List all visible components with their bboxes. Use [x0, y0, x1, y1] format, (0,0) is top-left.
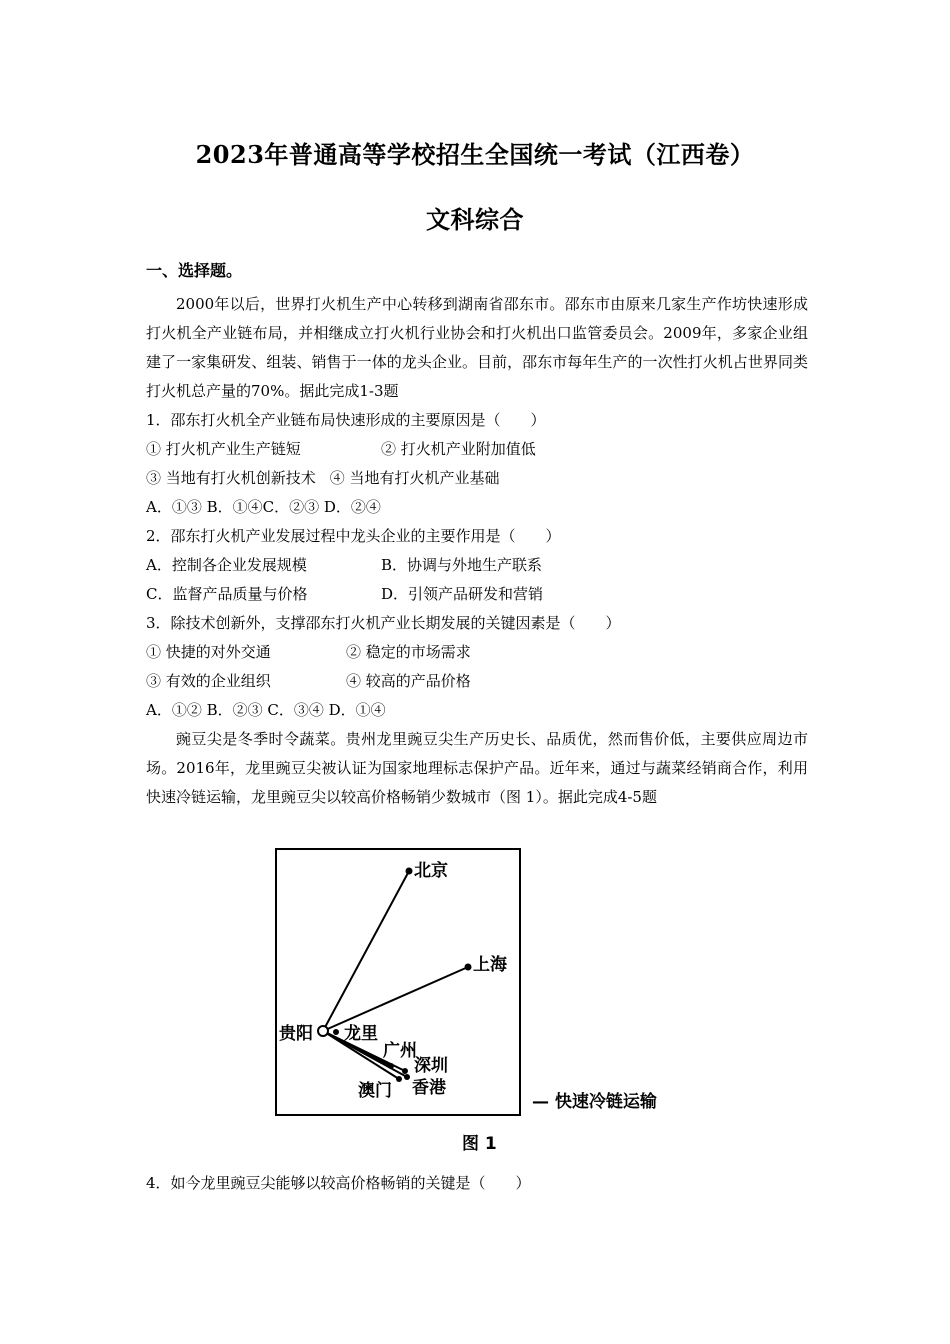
- city-marker-guiyang: [318, 1026, 328, 1036]
- city-dot-macau: [396, 1076, 402, 1082]
- city-dot-beijing: [406, 868, 413, 875]
- q2-option-c: C．监督产品质量与价格: [146, 585, 308, 603]
- q2-option-b: B．协调与外地生产联系: [381, 556, 543, 574]
- route-beijing: [323, 871, 409, 1031]
- passage-1: 2000年以后，世界打火机生产中心转移到湖南省邵东市。邵东市由原来几家生产作坊快速形成打火机全产业链布局，并相继成立打火机行业协会和打火机出口监管委员会。2009年，多家企业组建了一家集研发、组装、销售于一体的龙头企业。目前，邵东市每年生产的一次性打火机占世界同类打火机总产量的70%。据此完成1-3题: [146, 295, 808, 400]
- q2-option-a: A．控制各企业发展规模: [146, 556, 307, 574]
- figure-1-map: [270, 845, 690, 1157]
- q1-item-3: ③ 当地有打火机创新技术: [146, 469, 316, 487]
- question-3-items-row2: [146, 667, 808, 696]
- question-1-items-row2: [146, 464, 808, 493]
- label-hongkong: 香港: [412, 1078, 446, 1098]
- city-dot-guangzhou: [388, 1063, 394, 1069]
- city-dot-shenzhen: [402, 1068, 408, 1074]
- q3-item-3: ③ 有效的企业组织: [146, 672, 271, 690]
- exam-subtitle: 文科综合: [426, 205, 524, 234]
- question-2-options-row1: [146, 551, 808, 580]
- question-content: [146, 290, 808, 812]
- q1-item-2: ② 打火机产业附加值低: [381, 440, 536, 458]
- q3-item-4: ④ 较高的产品价格: [346, 672, 471, 690]
- route-shanghai: [323, 967, 468, 1031]
- question-3-stem: 3．除技术创新外，支撑邵东打火机产业长期发展的关键因素是（ ）: [146, 614, 621, 632]
- city-dot-longli: [333, 1029, 339, 1035]
- question-4-stem: 4．如今龙里豌豆尖能够以较高价格畅销的关键是（ ）: [146, 1174, 531, 1192]
- question-1-choices: A．①③ B．①④C．②③ D．②④: [146, 498, 381, 516]
- q1-item-4: ④ 当地有打火机产业基础: [329, 469, 500, 487]
- q3-item-2: ② 稳定的市场需求: [346, 643, 471, 661]
- q3-item-1: ① 快捷的对外交通: [146, 643, 271, 661]
- question-2-stem: 2．邵东打火机产业发展过程中龙头企业的主要作用是（ ）: [146, 527, 561, 545]
- figure-caption: 图 1: [462, 1134, 497, 1154]
- label-longli: 龙里: [344, 1024, 378, 1044]
- label-macau: 澳门: [358, 1081, 392, 1101]
- question-3-items-row1: [146, 638, 808, 667]
- question-2-options-row2: [146, 580, 808, 609]
- city-dot-shanghai: [465, 964, 472, 971]
- label-guiyang: 贵阳: [279, 1024, 313, 1044]
- passage-2: 豌豆尖是冬季时令蔬菜。贵州龙里豌豆尖生产历史长、品质优，然而售价低，主要供应周边市场。2016年，龙里豌豆尖被认证为国家地理标志保护产品。近年来，通过与蔬菜经销商合作，利用快速冷链运输，龙里豌豆尖以较高价格畅销少数城市（图 1）。据此完成4-5题: [146, 730, 808, 806]
- city-dot-hongkong: [404, 1074, 410, 1080]
- label-guangzhou: 广州: [383, 1041, 417, 1061]
- exam-title: 2023年普通高等学校招生全国统一考试（江西卷）: [195, 140, 755, 169]
- question-1-items-row1: [146, 435, 808, 464]
- q2-option-d: D．引领产品研发和营销: [381, 585, 544, 603]
- map-frame: [276, 849, 520, 1115]
- label-beijing: 北京: [414, 861, 448, 881]
- q1-item-1: ① 打火机产业生产链短: [146, 440, 301, 458]
- question-3-choices: A．①② B．②③ C．③④ D．①④: [146, 701, 386, 719]
- label-shanghai: 上海: [473, 955, 507, 975]
- section-heading: 一、选择题。: [146, 261, 243, 280]
- label-shenzhen: 深圳: [414, 1056, 448, 1076]
- map-legend: — 快速冷链运输: [532, 1092, 657, 1112]
- question-1-stem: 1．邵东打火机全产业链布局快速形成的主要原因是（ ）: [146, 411, 546, 429]
